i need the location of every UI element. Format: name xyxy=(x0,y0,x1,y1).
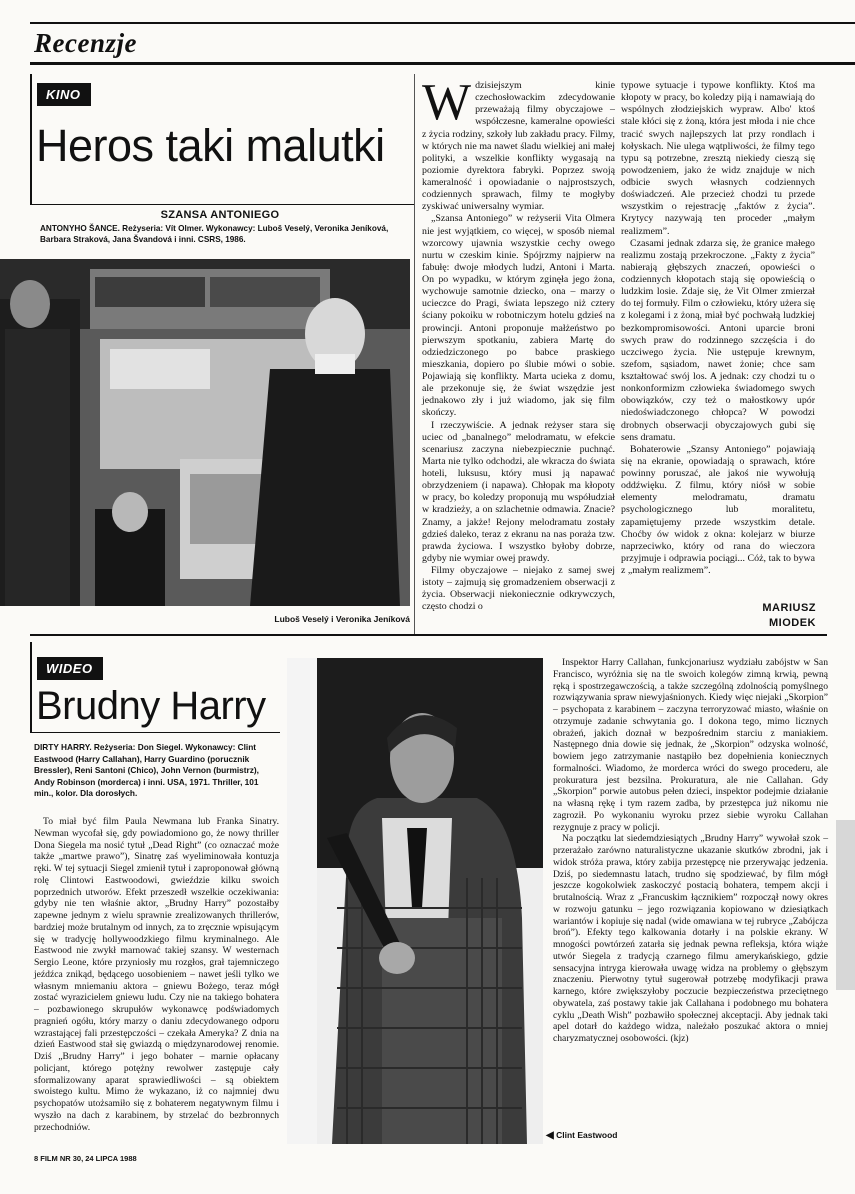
kino-paragraph: Filmy obyczajowe – niejako z samej swej istoty – zajmują się gromadzeniem obserwacji z życia. Obserwacji niekoniecznie odkrywczych, często chodzi o xyxy=(422,565,615,613)
kino-headline: Heros taki malutki xyxy=(36,120,385,171)
wideo-column-1 xyxy=(34,816,279,1133)
top-rule xyxy=(30,22,855,24)
kino-dropcap: W xyxy=(422,74,472,131)
kino-author: MARIUSZ MIODEK xyxy=(762,602,816,629)
wideo-title-rule xyxy=(30,732,280,733)
adjacent-page-edge xyxy=(836,820,855,990)
wideo-column-2 xyxy=(553,657,828,1045)
wideo-paragraph: Na początku lat siedemdziesiątych „Brudny Harry” wywołał szok – przerażało zarówno naturalistyczne ukazanie skutków zbrodni, jak i widok stróża prawa, który zabija przestępcę nie przerywając jedzenia. Dziś, po siedemnastu latach, trudno się spodziewać, by film mógł jeszcze kogokolwiek zaskoczyć postacią bohatera, tempem akcji i brutalnością. Wraz z „Francuskim łącznikiem” rozpoczął nowy okres w rozwoju gatunku – jego rozwiązania kopiowano w dziesiątkach wariantów i kopiuje się nadal (wide omawiana w tej rubryce „Zabójcza broń”). Efekty tego kalkowania dotarły i na polskie ekrany. W mnogości powtórzeń zatarła się jednak pewna refleksja, która wiąże utwór Siegela z tradycją czarnego filmu amerykańskiego, gdzie sensacyjna intryga kierowała uwagę widza na problemy o głębszym znaczeniu. Pierwotny tytuł sugerował potrzebę modyfikacji prawa karnego, które zwiększyłoby poczucie bezpieczeństwa przeciętnego obywatela, zaś postawy takie jak Callahana i podobnego mu bohatera cyklu „Death Wish” pozbawiło społecznej akceptacji. Aby jednak taki apel dotarł do każdego widza, należało poszukać aktora o mniej charyzmatycznej osobowości. (kjz) xyxy=(553,833,828,1044)
kino-column-1 xyxy=(422,74,615,614)
page-footer: 8 FILM NR 30, 24 LIPCA 1988 xyxy=(34,1154,137,1163)
kino-paragraph: Czasami jednak zdarza się, że granice małego realizmu zostają przekroczone. „Fakty z życia” nabierają głębszych znaczeń, opowieści o codziennych kłopotach stają się opowieścią o ludzkim losie. Zdaje się, że Vit Olmer zmierzał do tej formuły. Film o człowieku, który użera się z kolegami i z żoną, miał być pochwałą ludzkiej bezkompromisowości. Antoni uparcie broni swych praw do rodzinnego szczęścia i do uczciwego życia. Nie ustępuje krewnym, szefom, sąsiadom, nawet żonie; chce sam kształtować swój los. A jednak: czy chodzi tu o nonkonformizm człowieka świadomego swych obowiązków, czy też o małostkowy upór niedoświadczonego chłopca? W powodzi drobnych obserwacji obyczajowych gubi się sens dramatu. xyxy=(621,237,815,443)
wideo-headline: Brudny Harry xyxy=(36,684,266,728)
wideo-label: WIDEO xyxy=(37,657,103,680)
kino-label: KINO xyxy=(37,83,91,106)
kino-photo-caption: Luboš Veselý i Veronika Jeníková xyxy=(274,614,410,624)
kino-film-title: SZANSA ANTONIEGO xyxy=(160,209,280,221)
kino-paragraph: dzisiejszym kinie czechosłowackim zdecydowanie przeważają filmy obyczajowe – współczesne, kameralne opowieści z życia rodziny, szkoły lub zakładu pracy. Filmy, w których nie ma nawet śladu wielkiej ani małej polityki, a wszelkie konflikty wygasają na poziomie dyrektora fabryki. Poprzez swoją kameralność i opowiadanie o najprostszych, codziennych sprawach, filmy te mogłyby zyskiwać uniwersalny wymiar. xyxy=(422,80,615,213)
wideo-photo-caption-text: Clint Eastwood xyxy=(556,1130,618,1140)
kino-paragraph: typowe sytuacje i typowe konflikty. Ktoś ma kłopoty w pracy, bo koledzy piją i namawiają do wspólnych złodziejskich wypraw. Albo' ktoś stale kłóci się z żoną, która jest młoda i nie chce tracić swych najlepszych lat przy rondlach i kołyskach. Nie ulega wątpliwości, że filmy tego typu są potrzebne, zresztą niekiedy cieszą się powodzeniem, jako że widz znajduje w nich odbicie swych własnych codziennych doświadczeń. Ale przecież chodzi tu przede wszystkim o rejestrację „faktów z życia”. Krytycy nazywają ten proceder „małym realizmem”. xyxy=(621,80,815,237)
kino-mid-rule xyxy=(414,74,415,634)
header-rule xyxy=(30,62,855,65)
kino-paragraph: „Szansa Antoniego” w reżyserii Vita Olmera nie jest wyjątkiem, co więcej, w sposób niemal wzorcowy ujawnia wszystkie cechy owego nurtu w czeskim kinie. Spójrzmy najpierw na fabułę: dwoje młodych ludzi, Antoni i Marta. On po wypadku, w którym zginęła jego żona, wychowuje samotnie dziecko, ona – marzy o ucieczce do Pragi, świata lepszego niż cztery ściany pokoiku w robotniczym hotelu gdzieś na prowincji. Antoni proponuje małżeństwo po pierwszym spotkaniu, zabiera Martę do odziedziczonego po babce praskiego mieszkania, dopiero po ślubie mówi o sobie. Pojawiają się konflikty. Marta ucieka z domu, ale przekonuje się, że świat wszędzie jest jednakowo zły i już wiadomo, jak się film skończy. xyxy=(422,213,615,419)
wideo-paragraph: Inspektor Harry Callahan, funkcjonariusz wydziału zabójstw w San Francisco, wyróżnia się na tle swoich kolegów zimną krwią, pewną ręką i spostrzegawczością, a także szczególną zdolnością pomyślnego rozwiązywania spraw niewyjaśnionych. Kiedy więc niejaki „Skorpion” – psychopata z karabinem – zaczyna terroryzować miasto, właśnie on otrzymuje zadanie schwytania go. I dokona tego, mimo licznych obrażeń, jakich doznał w bezpośrednim starciu z maniakiem. Następnego dnia dowie się jednak, że „Skorpion” odzyska wolność, bowiem jego zatrzymanie nastąpiło bez dopełnienia koniecznych formalności. Wiadomo, że morderca wróci do swego procederu, ale prokuratura jest bezsilna. Prokuratura, ale nie Callahan. Gdy „Skorpion” porwie autobus pełen dzieci, inspektor podejmie działanie na własną rękę i tym razem zadba, by przestępca już nikomu nie zagroził. Po wykonaniu wyroku przez siebie wyroku Callahan rezygnuje z pracy w policji. xyxy=(553,657,828,833)
wideo-photo-caption xyxy=(546,1130,617,1141)
kino-column-2 xyxy=(621,80,815,577)
wideo-film-still-image xyxy=(287,658,543,1144)
section-title: Recenzje xyxy=(34,28,137,58)
wideo-paragraph: To miał być film Paula Newmana lub Franka Sinatry. Newman wycofał się, gdy powiadomiono go, że nowy thriller Dona Siegela ma nosić tytuł „Dead Right” (co oznaczać może także „martwe prawo”), Sinatrę zaś wyeliminowała kontuzja ręki. W tej sytuacji Siegel zmienił tytuł i zaproponował główną rolę Clintowi Eastwoodowi, gwieździe kilku swoich poprzednich utworów. Efekt przeszedł wszelkie oczekiwania: gdyby nie ten właśnie aktor, „Brudny Harry” pozostałby zapewne jednym z wielu sprawnie zrealizowanych thrillerów, bardziej może brutalnym od innych, za to zręcznie wpisującym się w tradycję hollywoodzkiego filmu kryminalnego. Ale Eastwood nie zwykł marnować takiej szansy. W westernach Sergio Leone, które przyniosły mu rozgłos, grał tajemniczego jeźdźca znikąd, będącego uosobieniem – nawet jeśli tylko we własnym mniemaniu aktora – gniewu Bożego, teraz mógł zostać wyrazicielem gniewu ludu. Czy nie na takiego bohatera – pozbawionego skrupułów wykonawcę podświadomych pragnień ogółu, który marzy o daniu zdecydowanego odporu wzrastającej fali przestępczości – czekała Ameryka? Z dnia na dzień Eastwood stał się gwiazdą o międzynarodowej renomie. Dziś „Brudny Harry” i jego bohater – marnie opłacany policjant, którego potężny rewolwer zastępuje cały sformalizowany aparat sprawiedliwości – są obiektem swoistego kultu. Mimo że wykazano, iż co najmniej dwu psychopatów utożsamiło się z bohaterem negatywnym filmu i wyszło na dach z karabinem, by strzelać do bezbronnych przechodniów. xyxy=(34,816,279,1133)
wideo-left-rule xyxy=(30,642,32,732)
kino-film-still-image xyxy=(0,259,410,606)
wideo-top-rule xyxy=(30,634,827,636)
kino-title-rule xyxy=(30,204,414,205)
kino-paragraph: Bohaterowie „Szansy Antoniego” pojawiają się na ekranie, opowiadają o sprawach, które powinny poruszać, ale jakoś nie wywołują oddźwięku. Z filmu, który niósł w sobie elementy melodramatu, dramatu psychologicznego lub moralitetu, zapamiętujemy przede wszystkim detale. Choćby ów widok z okna: kolejarz w biurze naprzeciwko, który od rana do wieczora przyjmuje i odprawia pociągi... Cóż, tak to bywa z „małym realizmem”. xyxy=(621,443,815,576)
wideo-credits: DIRTY HARRY. Reżyseria: Don Siegel. Wykonawcy: Clint Eastwood (Harry Callahan), Harry Guardino (porucznik Bressler), Reni Santoni (Chico), John Vernon (burmistrz), Andy Robinson (morderca) i inni. USA, 1971. Thriller, 101 min., kolor. Dla dorosłych. xyxy=(34,742,259,799)
kino-paragraph: I rzeczywiście. A jednak reżyser stara się uciec od „banalnego” melodramatu, w efekcie scenariusz zaczyna niebezpiecznie puchnąć. Marta nie tylko odchodzi, ale wkracza do świata hoteli, luksusu, który musi ją napawać obrzydzeniem (i napawa). Chłopak ma kłopoty w pracy, bo koledzy proponują mu współudział w kradzieży, a on szlachetnie odmawia. Znacie? Znamy, a jakże! Rejony melodramatu zostały gdzieś daleko, teraz z ekranu na nas poraża tzw. prawda życiowa. I wszystko byłoby dobrze, gdyby nie wymiar owej prawdy. xyxy=(422,419,615,564)
caption-pointer-icon: ◀ xyxy=(546,1130,554,1141)
kino-film-still xyxy=(0,259,410,606)
kino-left-rule xyxy=(30,74,32,204)
wideo-film-still xyxy=(287,658,543,1144)
kino-credits: ANTONYHO ŠANCE. Reżyseria: Vít Olmer. Wykonawcy: Luboš Veselý, Veronika Jeníková, Barbara Straková, Jana Švandová i inni. CSRS, 1986. xyxy=(40,224,389,245)
